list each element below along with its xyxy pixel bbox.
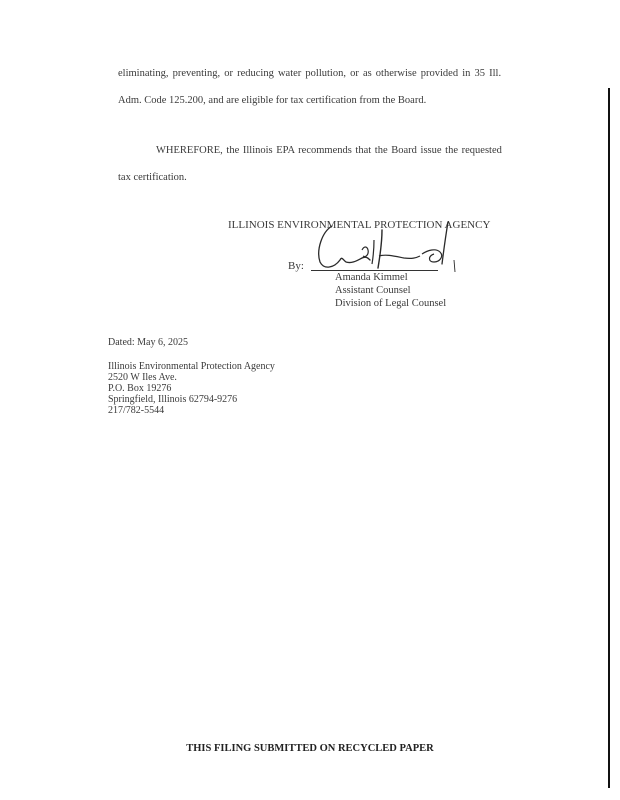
- page-edge-border: [608, 88, 610, 788]
- paragraph-2-line-1: WHEREFORE, the Illinois EPA recommends that the Board issue the requested: [156, 145, 502, 156]
- dated-line: Dated: May 6, 2025: [108, 337, 188, 348]
- handwritten-signature: [312, 220, 462, 276]
- signer-title: Assistant Counsel: [335, 285, 411, 296]
- address-phone: 217/782-5544: [108, 405, 165, 416]
- paragraph-1-line-2: Adm. Code 125.200, and are eligible for tax certification from the Board.: [118, 95, 427, 106]
- agency-address: [108, 361, 275, 416]
- signer-name: Amanda Kimmel: [335, 272, 408, 283]
- address-po-box: P.O. Box 19276: [108, 383, 172, 394]
- recycled-paper-footer: THIS FILING SUBMITTED ON RECYCLED PAPER: [186, 743, 434, 754]
- address-street: 2520 W Iles Ave.: [108, 372, 177, 383]
- paragraph-2-line-2: tax certification.: [118, 172, 187, 183]
- address-name: Illinois Environmental Protection Agency: [108, 361, 275, 372]
- signer-division: Division of Legal Counsel: [335, 298, 447, 309]
- agency-name: ILLINOIS ENVIRONMENTAL PROTECTION AGENCY: [228, 219, 491, 231]
- paragraph-1-line-1: eliminating, preventing, or reducing water pollution, or as otherwise provided in 35 Ill.: [118, 68, 502, 79]
- by-label: By:: [288, 260, 304, 272]
- address-city: Springfield, Illinois 62794-9276: [108, 394, 238, 405]
